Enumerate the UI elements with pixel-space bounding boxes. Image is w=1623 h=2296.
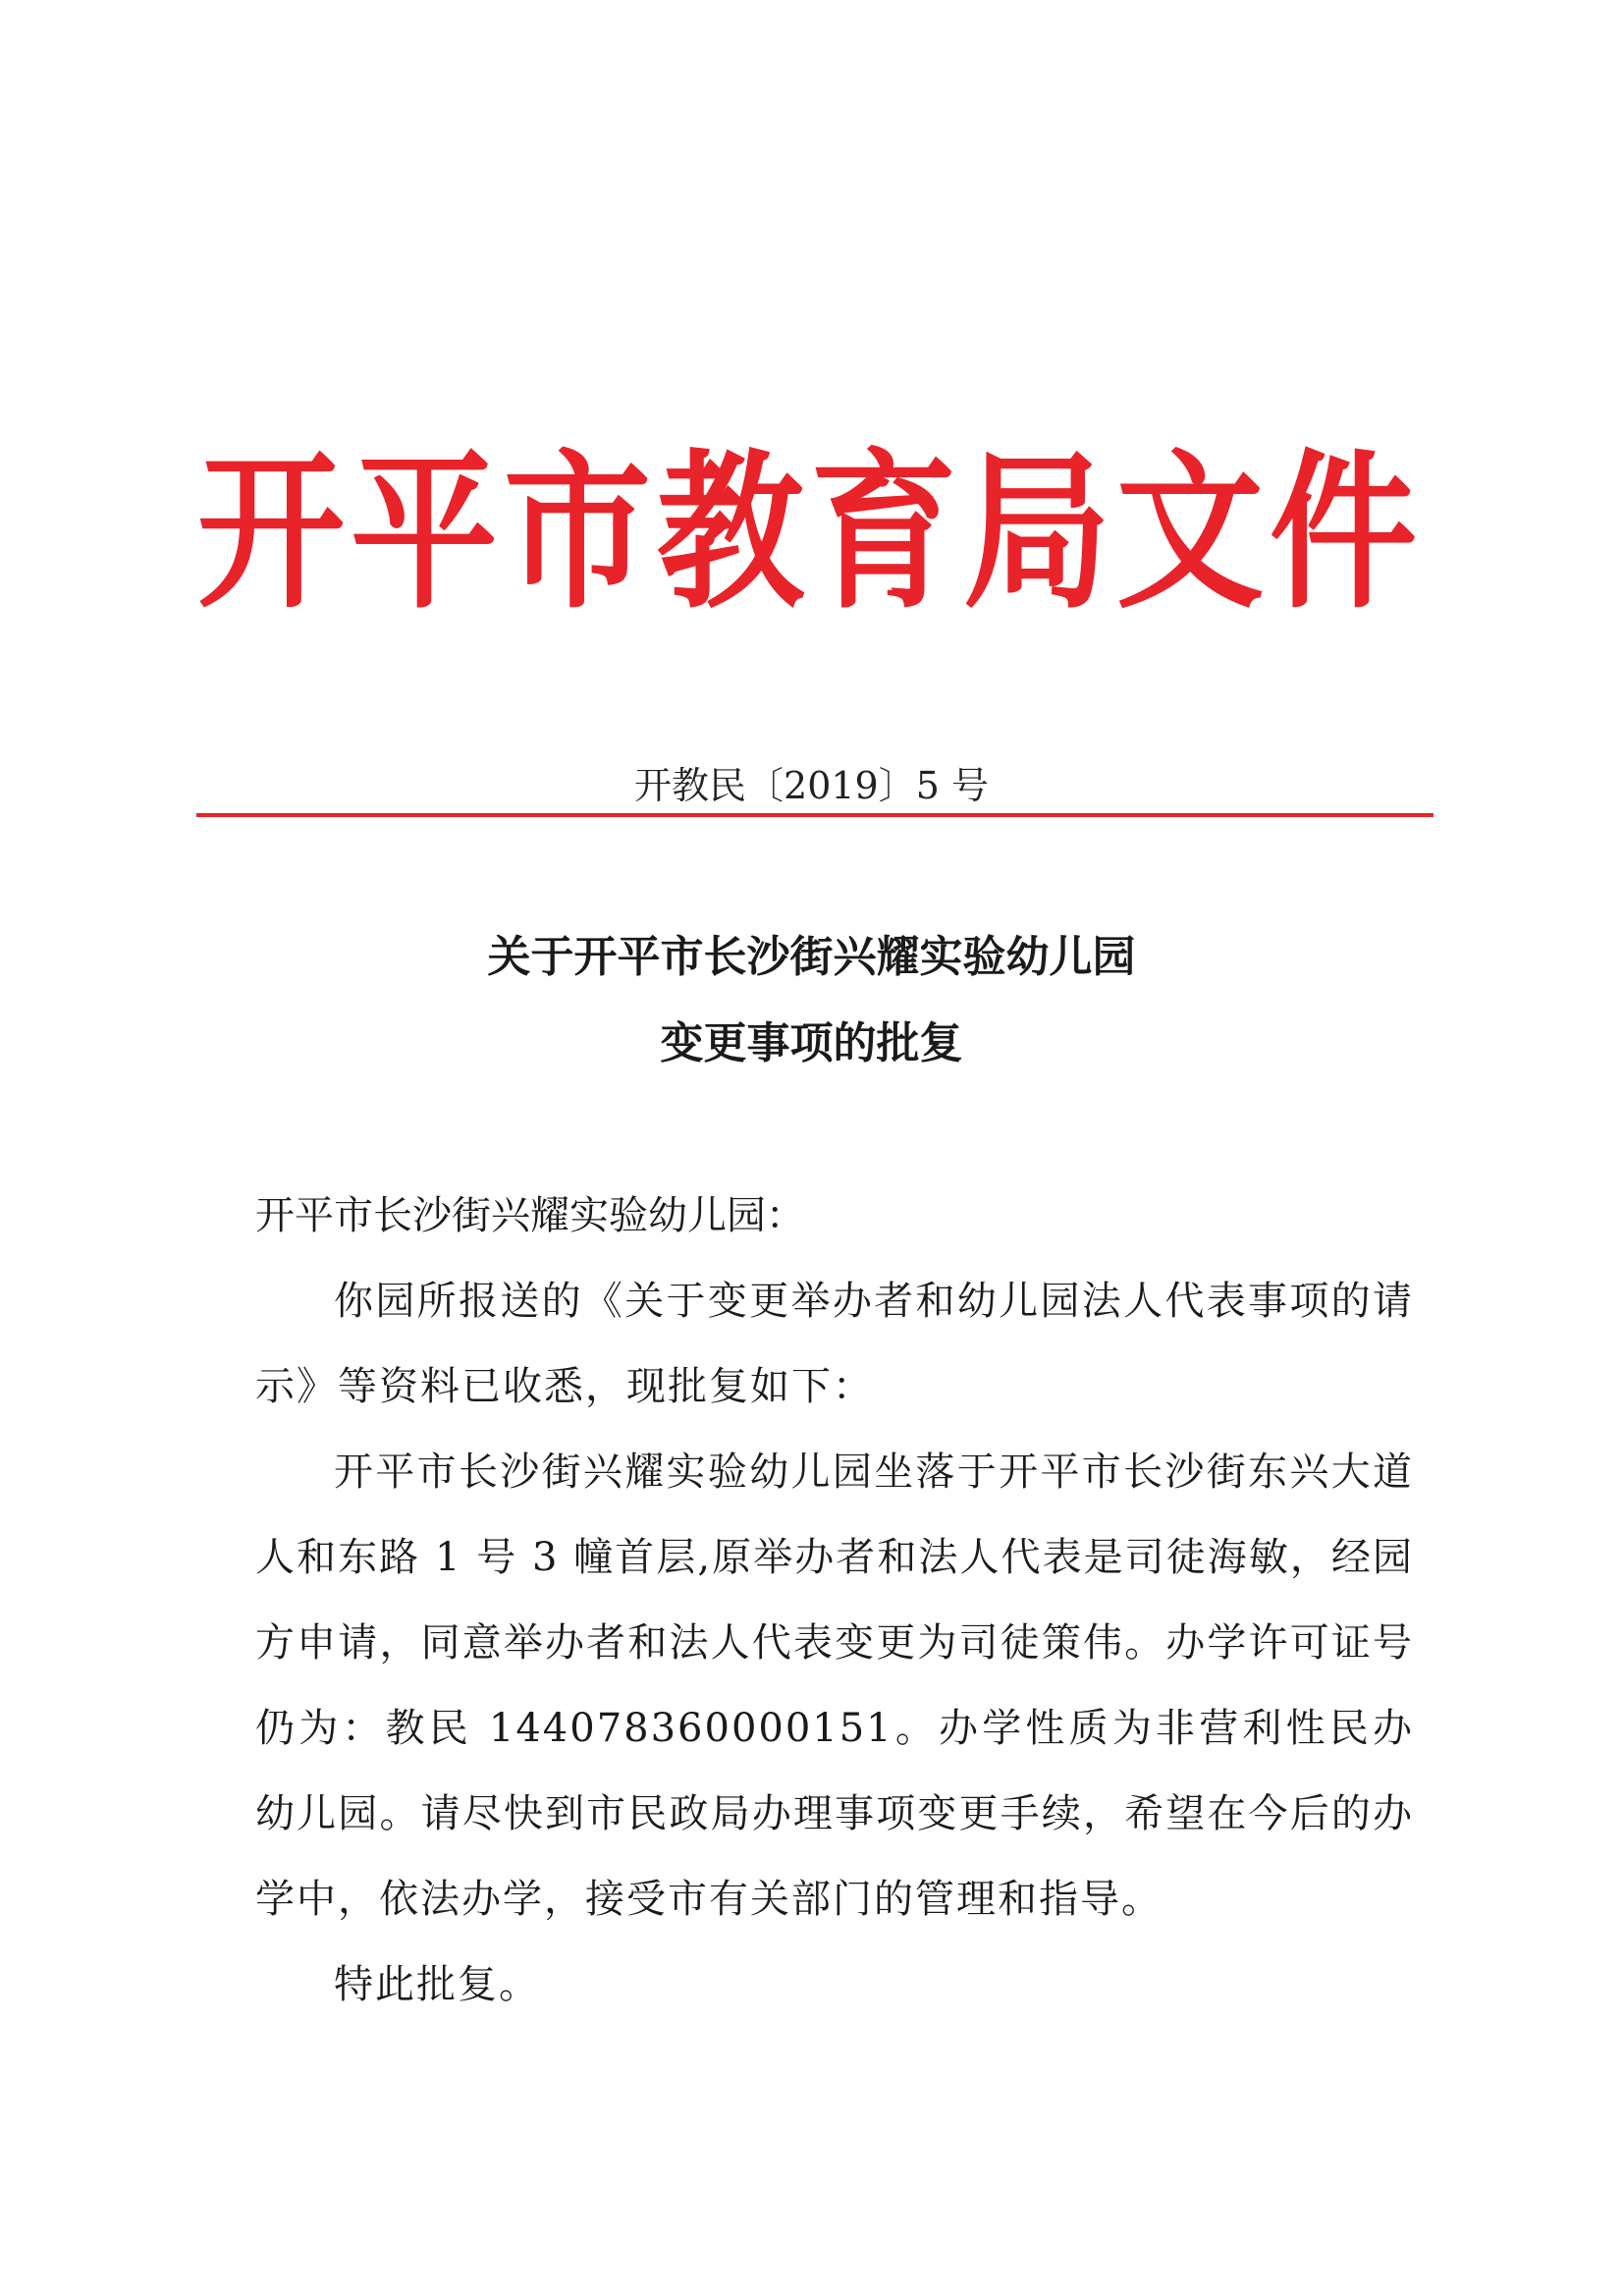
- body-paragraph-2: 开平市长沙街兴耀实验幼儿园坐落于开平市长沙街东兴大道人和东路 1 号 3 幢首层,原举办者和法人代表是司徒海敏，经园方申请，同意举办者和法人代表变更为司徒策伟。办学许可证号仍为：教民 144078360000151。办学性质为非营利性民办幼儿园。请尽快到市民政局办理事项变更手续，希望在今后的办学中，依法办学，接受市有关部门的管理和指导。: [255, 1449, 1414, 1922]
- salutation: 开平市长沙街兴耀实验幼儿园：: [255, 1193, 805, 1238]
- body-paragraph-3-block: [255, 1942, 1414, 2028]
- body-paragraph-1: 你园所报送的《关于变更举办者和幼儿园法人代表事项的请示》等资料已收悉，现批复如下：: [255, 1279, 1414, 1409]
- masthead-title: 开平市教育局文件: [196, 435, 1423, 632]
- red-divider-line: [196, 813, 1434, 817]
- document-title-line1: 关于开平市长沙街兴耀实验幼儿园: [487, 932, 1136, 982]
- body-paragraph-3: 特此批复。: [334, 1962, 540, 2007]
- document-number: 开教民〔2019〕5 号: [634, 764, 989, 807]
- body-paragraph-2-block: [255, 1430, 1414, 1942]
- document-title-line2: 变更事项的批复: [660, 1018, 963, 1068]
- body-paragraph-1-block: [255, 1259, 1414, 1430]
